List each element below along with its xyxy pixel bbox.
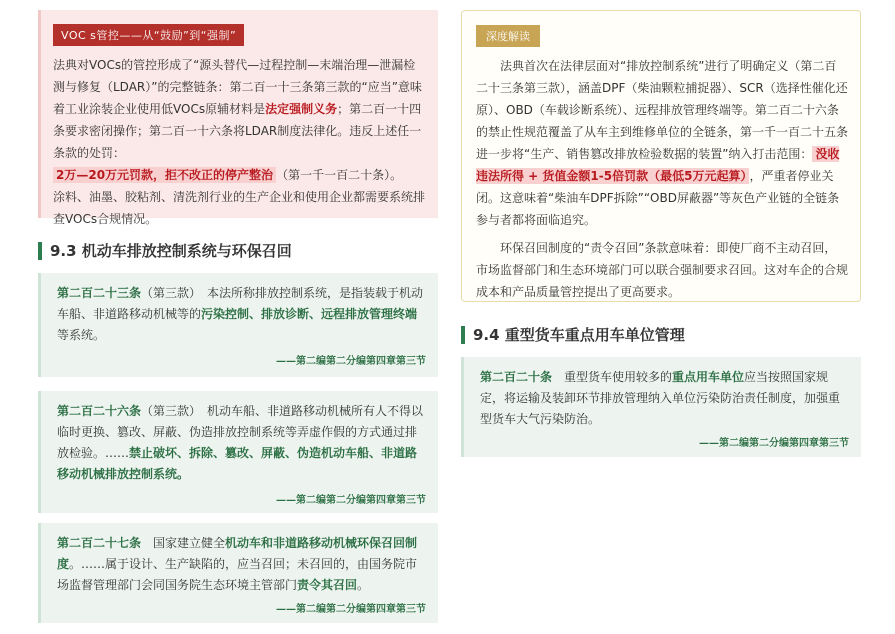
left-column bbox=[38, 10, 438, 623]
article-220-text bbox=[480, 367, 849, 430]
deep-analysis-box bbox=[461, 10, 861, 302]
article-220-card bbox=[461, 357, 861, 457]
article-number: 第二百二十条 bbox=[480, 370, 553, 384]
article-emphasis: 禁止破坏、拆除、篡改、屏蔽、伪造机动车船、非道路移动机械排放控制系统。 bbox=[57, 446, 418, 481]
section-9-3-title: 9.3 机动车排放控制系统与环保召回 bbox=[50, 242, 292, 260]
article-text: 国家建立健全 bbox=[141, 536, 226, 550]
section-9-3-heading bbox=[38, 240, 438, 261]
deep-paragraph-2: 环保召回制度的“责令召回”条款意味着：即使厂商不主动召回，市场监督部门和生态环境部门可以联合强制要求召回。这对车企的合规成本和产品质量管控提出了更高要求。 bbox=[476, 241, 849, 299]
voc-paragraph-1 bbox=[53, 54, 426, 164]
article-source: ——第二编第二分编第四章第三节 bbox=[699, 438, 849, 449]
deep-text-a: 法典首次在法律层面对“排放控制系统”进行了明确定义（第二百二十三条第三款），涵盖DPF（柴油颗粒捕捉器）、SCR（选择性催化还原）、OBD（车载诊断系统）、远程排放管理终端等。第二百二十六条的禁止性规范覆盖了从车主到维修单位的全链条，第一千一百二十五条进一步将“生产、销售篡改排放检验数据的装置”纳入打击范围： bbox=[476, 59, 849, 161]
deep-penalty-highlight: 没收违法所得 + 货值金额1-5倍罚款（最低5万元起算） bbox=[476, 147, 840, 183]
article-clause: （第三款） bbox=[141, 286, 196, 300]
article-text: 。 bbox=[357, 578, 370, 592]
article-source: ——第二编第二分编第四章第三节 bbox=[276, 495, 426, 506]
article-clause: （第三款） bbox=[141, 404, 196, 418]
section-bar bbox=[38, 242, 42, 260]
article-227-text bbox=[57, 533, 426, 596]
voc-penalty-highlight: 2万—20万元罚款，拒不改正的停产整治 bbox=[53, 167, 276, 183]
voc-text-b: ；第二百一十四条要求密闭操作；第二百一十六条将LDAR制度法律化。违反上述任一条款的处罚： bbox=[53, 102, 422, 160]
article-text: 。……属于设计、生产缺陷的，应当召回；未召回的，由国务院市场监督管理部门会同国务院生态环境主管部门 bbox=[57, 557, 418, 592]
article-number: 第二百二十六条 bbox=[57, 404, 142, 418]
deep-badge: 深度解读 bbox=[476, 25, 540, 47]
section-bar bbox=[461, 326, 465, 344]
article-source: ——第二编第二分编第四章第三节 bbox=[276, 356, 426, 367]
article-227-card bbox=[38, 523, 438, 623]
voc-paragraph-2 bbox=[53, 164, 426, 186]
right-column bbox=[461, 10, 861, 457]
article-source: ——第二编第二分编第四章第三节 bbox=[276, 604, 426, 615]
section-9-4-heading bbox=[461, 324, 861, 345]
article-number: 第二百二十七条 bbox=[57, 536, 142, 550]
article-emphasis: 机动车和非道路移动机械环保召回制度 bbox=[57, 536, 418, 571]
voc-paragraph-3: 涂料、油墨、胶粘剂、清洗剂行业的生产企业和使用企业都需要系统排查VOCs合规情况。 bbox=[53, 190, 426, 226]
article-emphasis: 责令其召回 bbox=[297, 578, 358, 592]
voc-bold-obligation: 法定强制义务 bbox=[265, 102, 338, 116]
article-text: 机动车船、非道路移动机械所有人不得以临时更换、篡改、屏蔽、伪造排放控制系统等弄虚作假的方式通过排放检验。…… bbox=[57, 404, 424, 460]
voc-body bbox=[53, 54, 426, 230]
voc-penalty-ref: （第一千一百二十条）。 bbox=[276, 168, 403, 182]
article-emphasis: 重点用车单位 bbox=[672, 370, 745, 384]
article-text: 重型货车使用较多的 bbox=[552, 370, 673, 384]
article-number: 第二百二十三条 bbox=[57, 286, 142, 300]
voc-callout bbox=[38, 10, 438, 226]
article-226-card bbox=[38, 391, 438, 513]
section-9-4-title: 9.4 重型货车重点用车单位管理 bbox=[473, 326, 685, 344]
voc-text-a: 法典对VOCs的管控形成了“源头替代—过程控制—末端治理—泄漏检测与修复（LDAR）”的完整链条：第二百一十三条第三款的“应当”意味着工业涂装企业使用低VOCs原辅材料是 bbox=[53, 58, 422, 116]
article-223-card bbox=[38, 273, 438, 377]
deep-paragraph-1 bbox=[476, 55, 848, 231]
voc-badge: VOC s管控——从“鼓励”到“强制” bbox=[53, 24, 244, 46]
deep-text-b: ，严重者停业关闭。这意味着“柴油车DPF拆除”“OBD屏蔽器”等灰色产业链的全链条参与者都将面临追究。 bbox=[476, 169, 840, 227]
deep-body bbox=[476, 55, 848, 303]
article-226-text bbox=[57, 401, 426, 485]
article-emphasis: 污染控制、排放诊断、远程排放管理终端 bbox=[201, 307, 418, 321]
article-text: 本法所称排放控制系统，是指装载于机动车船、非道路移动机械等的 bbox=[57, 286, 424, 321]
article-text: 等系统。 bbox=[57, 328, 106, 342]
article-223-text bbox=[57, 283, 426, 346]
article-text: 应当按照国家规定，将运输及装卸环节排放管理纳入单位污染防治责任制度，加强重型货车大气污染防治。 bbox=[480, 370, 841, 426]
